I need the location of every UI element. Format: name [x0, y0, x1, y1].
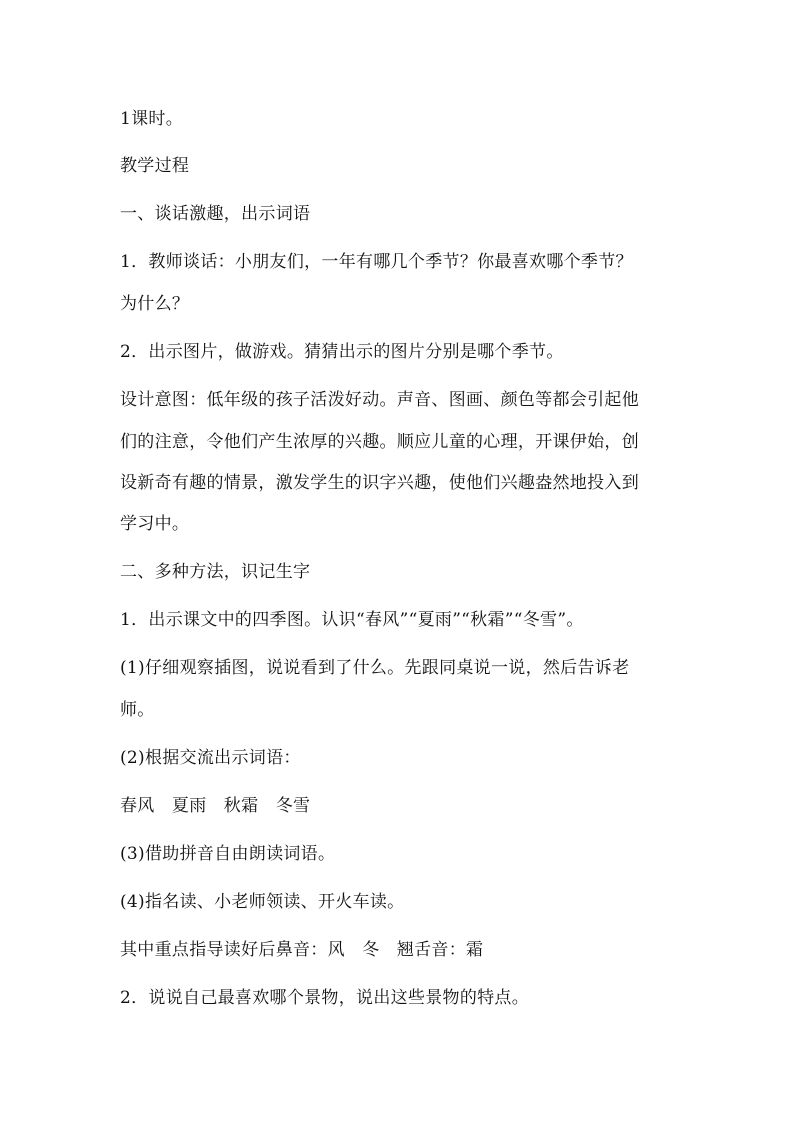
- design-intent-line: 们的注意，令他们产生浓厚的兴趣。顺应儿童的心理，开课伊始，创: [120, 432, 639, 452]
- paragraph-line: 1．教师谈话：小朋友们，一年有哪几个季节？你最喜欢哪个季节？: [120, 252, 633, 272]
- paragraph-line: 为什么？: [120, 294, 190, 314]
- teaching-process-heading: 教学过程: [120, 156, 190, 176]
- paragraph-line: (3)借助拼音自由朗读词语。: [120, 844, 336, 864]
- paragraph-line: 师。: [120, 700, 155, 720]
- paragraph-line: (2)根据交流出示词语：: [120, 748, 301, 768]
- paragraph-line: 1．出示课文中的四季图。认识“春风”“夏雨”“秋霜”“冬雪”。: [120, 610, 584, 630]
- section-one-heading: 一、谈话激趣，出示词语: [120, 204, 311, 224]
- design-intent-line: 设计意图：低年级的孩子活泼好动。声音、图画、颜色等都会引起他: [120, 390, 639, 410]
- class-hours-text: 1课时。: [120, 109, 184, 129]
- pronunciation-guidance-line: 其中重点指导读好后鼻音：风 冬 翘舌音：霜: [120, 940, 484, 960]
- design-intent-line: 学习中。: [120, 514, 190, 534]
- vocabulary-words-line: 春风 夏雨 秋霜 冬雪: [120, 796, 311, 816]
- paragraph-line: 2．出示图片，做游戏。猜猜出示的图片分别是哪个季节。: [120, 342, 564, 362]
- design-intent-line: 设新奇有趣的情景，激发学生的识字兴趣，使他们兴趣盎然地投入到: [120, 473, 639, 493]
- paragraph-line: (4)指名读、小老师领读、开火车读。: [120, 892, 405, 912]
- section-two-heading: 二、多种方法，识记生字: [120, 562, 311, 582]
- paragraph-line: (1)仔细观察插图，说说看到了什么。先跟同桌说一说，然后告诉老: [120, 658, 630, 678]
- paragraph-line: 2．说说自己最喜欢哪个景物，说出这些景物的特点。: [120, 988, 530, 1008]
